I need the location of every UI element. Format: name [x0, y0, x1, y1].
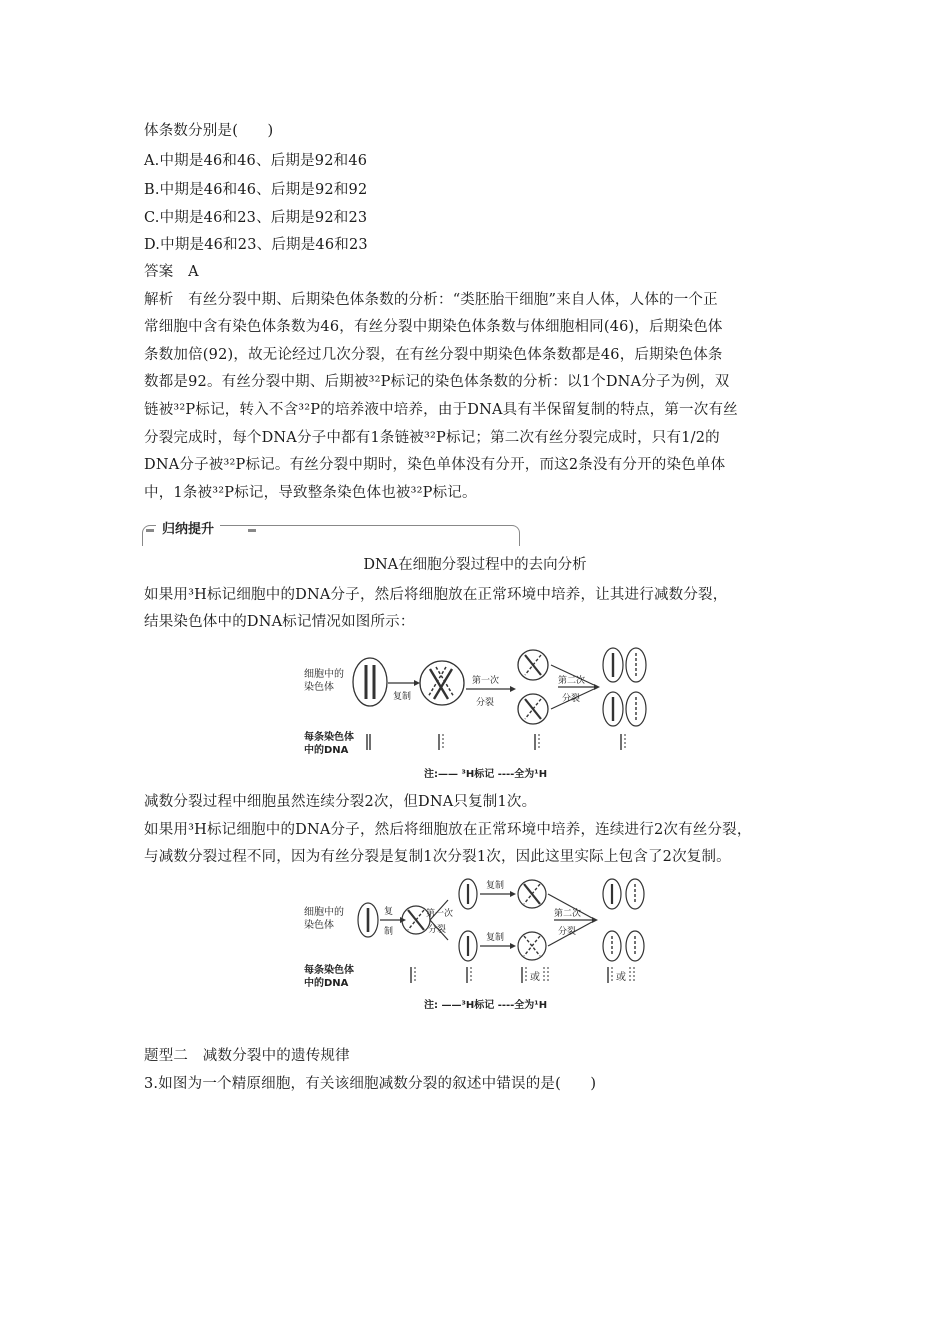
diagram-row1-label: 染色体: [304, 682, 334, 693]
diagram-row1-label: 细胞中的: [304, 669, 344, 680]
section-title: DNA在细胞分裂过程中的去向分析: [363, 557, 587, 573]
paragraph-line: 如果用³H标记细胞中的DNA分子，然后将细胞放在正常环境中培养，让其进行减数分裂，: [144, 587, 728, 603]
cell-after-first-division: [518, 650, 548, 724]
subheading: 题型二 减数分裂中的遗传规律: [144, 1048, 350, 1064]
section-dash-left: [146, 529, 154, 532]
arrow-copy-label: 复制: [486, 881, 505, 891]
cells-after-first-division: [459, 879, 477, 961]
arrow-first-division-label: 分裂: [476, 698, 495, 708]
option-d: D.中期是46和23、后期是46和23: [144, 237, 368, 253]
analysis-line: 链被³²P标记，转入不含³²P的培养液中培养，由于DNA具有半保留复制的特点，第一次有丝: [144, 402, 738, 418]
arrow-copy-label: 复制: [486, 933, 505, 943]
or-label: 或: [616, 972, 626, 983]
analysis-line: 中，1条被³²P标记，导致整条染色体也被³²P标记。: [144, 485, 477, 501]
analysis-line: 分裂完成时，每个DNA分子中都有1条链被³²P标记；第二次有丝分裂完成时，只有1/2的: [144, 430, 720, 446]
diagram-row2-label: 中的DNA: [304, 745, 349, 756]
arrow-second-division-label: 分裂: [558, 927, 577, 937]
option-b: B.中期是46和46、后期是92和92: [144, 182, 368, 198]
analysis-line: 常细胞中含有染色体条数为46，有丝分裂中期染色体条数与体细胞相同(46)，后期染色体: [144, 319, 723, 335]
option-c: C.中期是46和23、后期是92和23: [144, 210, 368, 226]
cells-after-second-division: [603, 879, 644, 961]
arrow-replicate-label: 制: [384, 927, 394, 937]
diagram-row1-label: 染色体: [304, 920, 334, 931]
paragraph-line: 如果用³H标记细胞中的DNA分子，然后将细胞放在正常环境中培养，连续进行2次有丝分裂，: [144, 822, 752, 838]
analysis-line: DNA分子被³²P标记。有丝分裂中期时，染色单体没有分开，而这2条没有分开的染色单体: [144, 457, 726, 473]
section-label: 归纳提升: [156, 518, 220, 537]
diagram-row2-label: 每条染色体: [304, 732, 354, 743]
arrow-second-division-label: 第二次: [558, 676, 586, 686]
arrow-second-division-label: 第二次: [554, 909, 582, 919]
option-a: A.中期是46和46、后期是92和46: [144, 153, 368, 169]
question-tail: 体条数分别是( ): [144, 123, 274, 139]
analysis-line: 条数加倍(92)，故无论经过几次分裂，在有丝分裂中期染色体条数都是46，后期染色体条: [144, 347, 723, 363]
diagram-note: 注: ——³H标记 ----全为¹H: [424, 1000, 548, 1011]
cell-after-replication: [420, 661, 464, 705]
arrow-first-division-label: 第一次: [472, 676, 500, 686]
diagram-row2-label: 每条染色体: [304, 965, 354, 976]
dna-strand-row: [367, 734, 625, 750]
cells-after-second-replication: [518, 880, 546, 960]
cell-before-replication: [353, 658, 387, 706]
cells-after-second-division: [603, 648, 646, 726]
arrow-replicate-label: 复制: [393, 692, 412, 702]
arrow-first-division-label: 分裂: [428, 925, 447, 935]
diagram-row1-label: 细胞中的: [304, 907, 344, 918]
dna-strand-row: [411, 967, 634, 983]
arrow-second-division-label: 分裂: [562, 694, 581, 704]
arrow-first-division-label: 第一次: [426, 909, 454, 919]
arrow-replicate-label: 复: [384, 907, 394, 917]
analysis-line: 解析 有丝分裂中期、后期染色体条数的分析：“类胚胎干细胞”来自人体，人体的一个正: [144, 292, 718, 308]
section-dash-right: [248, 529, 256, 532]
mitosis-diagram: [296, 870, 666, 1018]
or-label: 或: [530, 972, 540, 983]
paragraph-line: 减数分裂过程中细胞虽然连续分裂2次，但DNA只复制1次。: [144, 794, 537, 810]
question-3: 3.如图为一个精原细胞，有关该细胞减数分裂的叙述中错误的是( ): [144, 1076, 597, 1092]
paragraph-line: 结果染色体中的DNA标记情况如图所示：: [144, 614, 415, 630]
paragraph-line: 与减数分裂过程不同，因为有丝分裂是复制1次分裂1次，因此这里实际上包含了2次复制。: [144, 849, 731, 865]
answer: 答案 A: [144, 264, 199, 280]
diagram-row2-label: 中的DNA: [304, 978, 349, 989]
cell-before-replication: [358, 903, 378, 937]
meiosis-diagram: [296, 637, 666, 787]
analysis-line: 数都是92。有丝分裂中期、后期被³²P标记的染色体条数的分析：以1个DNA分子为例，双: [144, 374, 730, 390]
diagram-note: 注:—— ³H标记 ----全为¹H: [424, 769, 548, 780]
